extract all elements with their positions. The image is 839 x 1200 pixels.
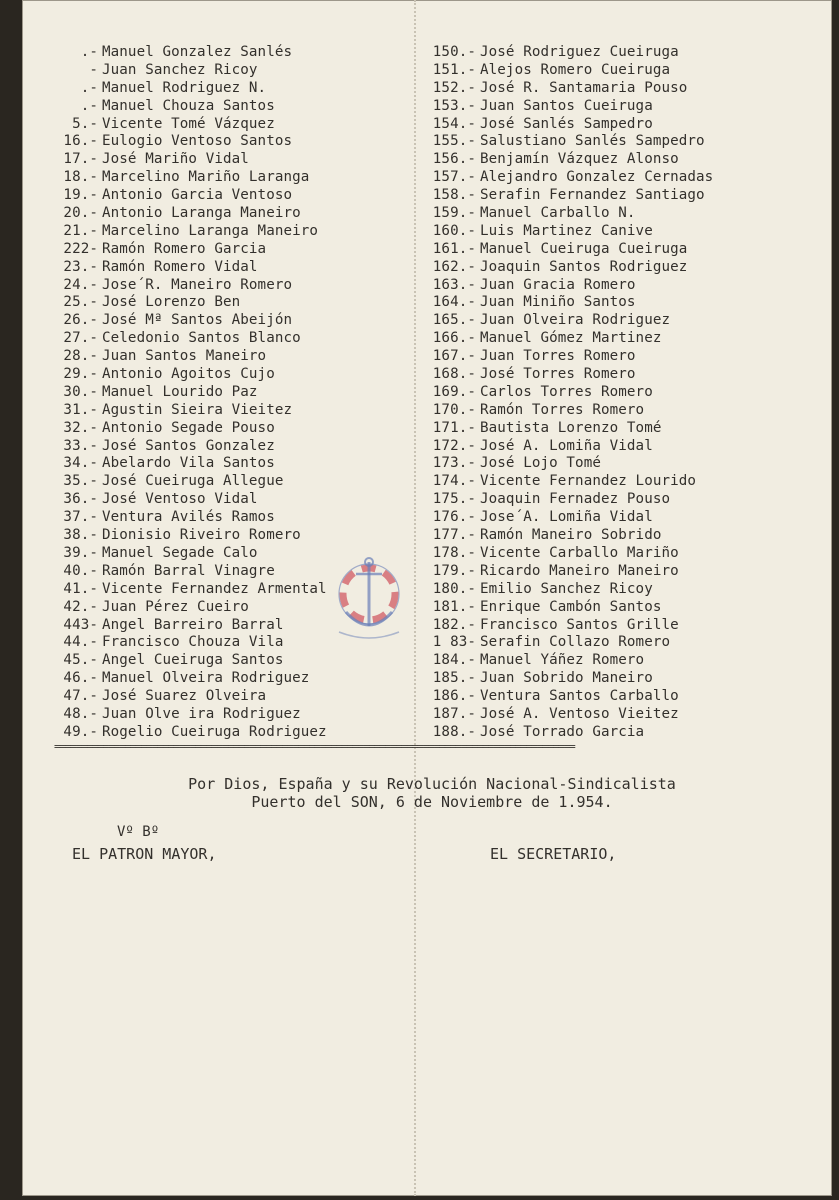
entry-number: 154.- [432,115,476,132]
list-item [422,366,822,384]
entry-name: José Santos Gonzalez [102,437,275,454]
entry-number: 20.- [63,205,98,222]
list-item [422,563,822,581]
list-item [422,706,822,724]
entry-name: Jose´R. Maneiro Romero [102,276,293,293]
entry-name: Serafin Collazo Romero [480,634,671,651]
entry-number: 180.- [432,580,476,597]
entry-number: 165.- [432,312,476,329]
entry-number: 157.- [432,169,476,186]
list-item [54,205,384,223]
entry-name: Joaquin Santos Rodriguez [480,258,688,275]
list-item [422,348,822,366]
list-item [422,312,822,330]
entry-number: 184.- [432,652,476,669]
entry-name: José Mariño Vidal [102,151,249,168]
entry-number: 173.- [432,455,476,472]
entry-number: 187.- [432,705,476,722]
entry-number: 443- [63,616,98,633]
entry-number: 158.- [432,187,476,204]
list-item [422,634,822,652]
entry-number: 160.- [432,222,476,239]
entry-number: 164.- [432,294,476,311]
entry-name: Manuel Segade Calo [102,544,258,561]
entry-number: 21.- [63,222,98,239]
list-item [422,187,822,205]
entry-name: Joaquin Fernadez Pouso [480,491,671,508]
list-item [422,527,822,545]
entry-number: 46.- [63,670,98,687]
list-item [422,205,822,223]
list-item [422,169,822,187]
entry-name: Juan Santos Maneiro [102,348,267,365]
list-item [422,688,822,706]
entry-number: 182.- [432,616,476,633]
list-item [422,259,822,277]
list-item [422,116,822,134]
list-item [422,455,822,473]
entry-name: Celedonio Santos Blanco [102,330,301,347]
entry-number: 175.- [432,491,476,508]
list-item [54,438,384,456]
list-item [54,116,384,134]
list-item [422,294,822,312]
list-item [422,402,822,420]
entry-name: Agustin Sieira Vieitez [102,401,293,418]
list-item [54,491,384,509]
entry-number: 48.- [63,705,98,722]
entry-number: 156.- [432,151,476,168]
entry-name: Alejos Romero Cueiruga [480,61,671,78]
entry-name: Juan Olve ira Rodriguez [102,705,301,722]
list-item [54,473,384,491]
list-item [422,599,822,617]
entry-name: Dionisio Riveiro Romero [102,527,301,544]
entry-number: 178.- [432,544,476,561]
list-item [54,259,384,277]
entry-number: 30.- [63,383,98,400]
entry-name: Juan Pérez Cueiro [102,598,249,615]
entry-name: Vicente Carballo Mariño [480,544,679,561]
list-item [54,330,384,348]
entry-name: Angel Cueiruga Santos [102,652,284,669]
list-item [422,80,822,98]
entry-name: Manuel Chouza Santos [102,97,275,114]
entry-name: José Ventoso Vidal [102,491,258,508]
entry-number: 44.- [63,634,98,651]
entry-name: José Mª Santos Abeijón [102,312,293,329]
list-item [422,438,822,456]
entry-name: José Rodriguez Cueiruga [480,44,679,60]
list-item [54,384,384,402]
entry-number: 19.- [63,187,98,204]
list-item [422,241,822,259]
list-item [54,366,384,384]
entry-number: 23.- [63,258,98,275]
entry-name: José Suarez Olveira [102,688,267,705]
entry-name: Ventura Avilés Ramos [102,509,275,526]
list-item [54,169,384,187]
separator-rule: ================================================================================================ [54,740,575,753]
entry-number: 16.- [63,133,98,150]
entry-number: 1 83- [432,634,476,651]
list-item [54,98,384,116]
entry-number: 171.- [432,419,476,436]
list-item [54,241,384,259]
entry-name: Ramón Romero Garcia [102,240,267,257]
entry-name: Juan Sanchez Ricoy [102,61,258,78]
entry-name: Juan Miniño Santos [480,294,636,311]
entry-number: 162.- [432,258,476,275]
entry-name: Ramón Barral Vinagre [102,562,275,579]
list-item [422,581,822,599]
patron-mayor-signature-label: EL PATRON MAYOR, [72,845,217,863]
list-item [422,670,822,688]
list-item [54,151,384,169]
entry-number: - [89,61,98,78]
document-page [22,0,832,1196]
entry-name: Ventura Santos Carballo [480,688,679,705]
entry-name: Juan Santos Cueiruga [480,97,653,114]
list-item [422,384,822,402]
entry-name: Bautista Lorenzo Tomé [480,419,662,436]
list-item [422,545,822,563]
entry-name: Antonio Laranga Maneiro [102,205,301,222]
entry-number: 29.- [63,366,98,383]
entry-name: Enrique Cambón Santos [480,598,662,615]
entry-name: Vicente Tomé Vázquez [102,115,275,132]
list-item [54,420,384,438]
entry-name: Ramón Romero Vidal [102,258,258,275]
entry-name: Antonio Segade Pouso [102,419,275,436]
entry-number: 166.- [432,330,476,347]
place-date-line: Puerto del SON, 6 de Noviembre de 1.954. [251,793,613,811]
entry-name: Carlos Torres Romero [480,383,653,400]
entry-name: Rogelio Cueiruga Rodriguez [102,723,327,740]
secretary-signature-label: EL SECRETARIO, [490,845,617,863]
entry-name: Manuel Yáñez Romero [480,652,645,669]
entry-name: José Sanlés Sampedro [480,115,653,132]
entry-name: Juan Olveira Rodriguez [480,312,671,329]
entry-number: 179.- [432,562,476,579]
entry-name: Manuel Rodriguez N. [102,79,267,96]
entry-number: 181.- [432,598,476,615]
entry-name: Abelardo Vila Santos [102,455,275,472]
entry-name: Ramón Torres Romero [480,401,645,418]
list-item [54,80,384,98]
entry-number: 49.- [63,723,98,740]
crew-list-right [422,44,822,742]
list-item [422,98,822,116]
entry-number: 39.- [63,544,98,561]
entry-number: .- [80,79,98,96]
list-item [54,527,384,545]
list-item [54,652,384,670]
entry-number: .- [80,97,98,114]
list-item [422,62,822,80]
entry-name: Juan Sobrido Maneiro [480,670,653,687]
entry-name: Manuel Carballo N. [480,205,636,222]
entry-number: 186.- [432,688,476,705]
entry-number: 36.- [63,491,98,508]
entry-name: Emilio Sanchez Ricoy [480,580,653,597]
entry-name: Francisco Santos Grille [480,616,679,633]
entry-name: Juan Gracia Romero [480,276,636,293]
list-item [422,151,822,169]
entry-number: 170.- [432,401,476,418]
entry-number: 167.- [432,348,476,365]
list-item [54,133,384,151]
anchor-stamp-icon [324,552,414,642]
entry-number: 47.- [63,688,98,705]
entry-name: Eulogio Ventoso Santos [102,133,293,150]
list-item [422,617,822,635]
entry-name: Jose´A. Lomiña Vidal [480,509,653,526]
entry-number: 153.- [432,97,476,114]
list-item [422,330,822,348]
entry-number: 35.- [63,473,98,490]
closing-motto: Por Dios, España y su Revolución Nacional-Sindicalista [188,775,676,793]
entry-name: Angel Barreiro Barral [102,616,284,633]
entry-name: Juan Torres Romero [480,348,636,365]
entry-name: Francisco Chouza Vila [102,634,284,651]
list-item [422,44,822,62]
entry-number: 176.- [432,509,476,526]
entry-name: Salustiano Sanlés Sampedro [480,133,705,150]
entry-name: Antonio Garcia Ventoso [102,187,293,204]
entry-number: 31.- [63,401,98,418]
entry-number: 174.- [432,473,476,490]
entry-name: Ricardo Maneiro Maneiro [480,562,679,579]
entry-number: 150.- [432,44,476,60]
entry-number: 222- [63,240,98,257]
list-item [422,133,822,151]
entry-number: 17.- [63,151,98,168]
entry-name: Alejandro Gonzalez Cernadas [480,169,714,186]
entry-number: 169.- [432,383,476,400]
entry-number: 5.- [72,115,98,132]
entry-name: Antonio Agoitos Cujo [102,366,275,383]
entry-name: Marcelino Laranga Maneiro [102,222,319,239]
list-item [422,223,822,241]
visto-bueno-label: Vº Bº [117,824,160,840]
list-item [422,420,822,438]
entry-name: José Torrado Garcia [480,723,645,740]
entry-name: José Torres Romero [480,366,636,383]
entry-name: Manuel Gómez Martinez [480,330,662,347]
entry-name: Manuel Olveira Rodriguez [102,670,310,687]
entry-name: Marcelino Mariño Laranga [102,169,310,186]
entry-number: 152.- [432,79,476,96]
entry-name: Ramón Maneiro Sobrido [480,527,662,544]
entry-number: 188.- [432,723,476,740]
entry-name: José A. Ventoso Vieitez [480,705,679,722]
list-item [54,312,384,330]
list-item [422,277,822,295]
entry-name: Manuel Lourido Paz [102,383,258,400]
entry-name: Vicente Fernandez Armental [102,580,327,597]
list-item [422,652,822,670]
entry-name: Luis Martinez Canive [480,222,653,239]
entry-number: 33.- [63,437,98,454]
entry-number: 40.- [63,562,98,579]
entry-name: José A. Lomiña Vidal [480,437,653,454]
list-item [54,455,384,473]
list-item [54,706,384,724]
entry-name: Vicente Fernandez Lourido [480,473,697,490]
list-item [54,294,384,312]
entry-number: 26.- [63,312,98,329]
entry-number: 37.- [63,509,98,526]
entry-number: 155.- [432,133,476,150]
entry-number: 28.- [63,348,98,365]
entry-name: José Lojo Tomé [480,455,601,472]
entry-number: 38.- [63,527,98,544]
entry-number: 168.- [432,366,476,383]
entry-number: 177.- [432,527,476,544]
list-item [422,491,822,509]
entry-number: 25.- [63,294,98,311]
list-item [422,509,822,527]
entry-number: 41.- [63,580,98,597]
entry-number: 32.- [63,419,98,436]
list-item [54,348,384,366]
list-item [54,223,384,241]
fold-crease [414,0,416,1196]
entry-number: 45.- [63,652,98,669]
list-item [54,670,384,688]
entry-name: Manuel Gonzalez Sanlés [102,44,293,60]
entry-number: 185.- [432,670,476,687]
list-item [54,187,384,205]
list-item [54,509,384,527]
entry-number: 161.- [432,240,476,257]
entry-number: 172.- [432,437,476,454]
entry-name: José R. Santamaria Pouso [480,79,688,96]
entry-number: 163.- [432,276,476,293]
entry-number: 27.- [63,330,98,347]
list-item [54,44,384,62]
entry-name: José Lorenzo Ben [102,294,241,311]
list-item [54,277,384,295]
entry-number: .- [80,44,98,60]
list-item [54,62,384,80]
entry-name: Serafin Fernandez Santiago [480,187,705,204]
entry-number: 24.- [63,276,98,293]
entry-name: José Cueiruga Allegue [102,473,284,490]
list-item [54,688,384,706]
entry-number: 18.- [63,169,98,186]
entry-number: 34.- [63,455,98,472]
entry-number: 42.- [63,598,98,615]
list-item [54,402,384,420]
list-item [422,473,822,491]
entry-number: 159.- [432,205,476,222]
entry-number: 151.- [432,61,476,78]
entry-name: Manuel Cueiruga Cueiruga [480,240,688,257]
entry-name: Benjamín Vázquez Alonso [480,151,679,168]
